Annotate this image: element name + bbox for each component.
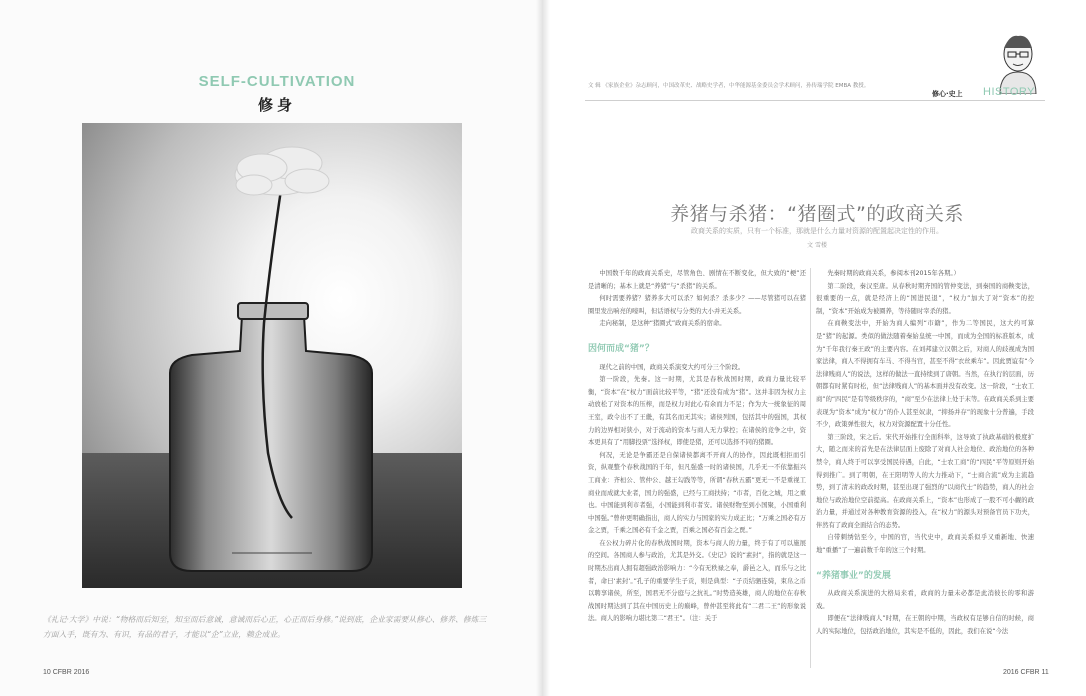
author-portrait-sketch — [990, 28, 1046, 94]
paragraph: 第一阶段，先秦。这一时期，尤其是春秋战国时期，政商力量比较平衡，“资本”在“权力”面前比较平等，“猪”还没有成为“猪”。这并非因为权力主动放松了对资本的压榨，而是权力对此心有余而力不足；作为大一统象征的周王室，政令出不了王畿，有其名而无其实；诸侯列国，包括其中的强国，其权力的边界相对狭小，对于流动的资本与商人无力掌控；在诸侯的竞争之中，资本更具有了“用脚投票”选择权，即使是猪，还可以选择不同的猪圈。 — [588, 376, 806, 447]
author-note: 文 辑 《家族企业》杂志顾问，中国改革史、战略史学者，中华能源基金委员会学术顾问，孙传瑞学院 EMBA 教授。 — [588, 83, 870, 89]
section-title-cn: 修身 — [257, 96, 296, 114]
article-column-1 — [588, 268, 806, 626]
paragraph: 何时需要养猪？猪养多大可以杀？如何杀？杀多少？——尽管猪可以在猪圈里发出响亮的嚎叫，但话语权与分类的大小并无关系。 — [588, 295, 806, 315]
column-tag-cn: 修心·史上 — [932, 90, 963, 98]
paragraph: 先秦时期的政商关系，参阅本刊2015年各期。） — [827, 270, 960, 277]
paragraph: 在公权力碎片化的春秋战国时期，资本与商人的力量，终于有了可以施展的空间。各国商人参与政治，尤其是外交。《史记》说的“素封”，指的就是这一时期杰出商人拥有超强政治影响力：“今有无秩禄之奉，爵邑之入，而乐与之比者，命曰‘素封’。”孔子的重要学生子贡，则是典型：“子贡结驷连骑，束帛之币以聘享诸侯，所至，国君无不分庭与之抗礼。”时势造英雄，商人的地位在春秋战国时期达到了其在中国历史上的巅峰，曾仲甚至将此有“二君二王”的形象说法。商人的影响力堪比第二“君王”。（注：关于 — [588, 539, 806, 623]
flower-bottle-photo — [82, 123, 462, 588]
page-number-right: 2016 CFBR 11 — [1003, 669, 1049, 676]
paragraph: 第二阶段，秦汉至唐。从春秋时期齐国的管仲变法，到秦国的商鞅变法，很重要的一点，就是经济上的“国进民退”，“权力”加大了对“资本”的控制，“资本”开始成为被圈养，等待随时宰杀的猪。 — [816, 282, 1034, 315]
paragraph: 在商鞅变法中，开始为商人编列“市籍”，作为二等国民，这大约可算是“猪”的起源。类似的做法随着秦始皇统一中国，而成为全国的标准版本，成为“千年我行秦王政”的主要内容。在刘邦建立汉朝之后，对商人的歧视成为国家法律，商人不得拥有车马、不得当官，甚至不得“衣丝乘车”。因此贾谊有“今法律贱商人”的说法，这样的做法一直持续到了唐朝。当然，在执行的层面，历朝都有时紧有时松，但“法律贱商人”的基本面并没有改变。这一阶段，“士农工商”的“四民”是有等级秩序的，“商”至少在法律上处于末等。在政商关系到主要表现为“资本”成为“权力”的仆人甚至奴隶，“抑扬并存”的现象十分普遍，手段不少，政策弹性很大，权力对资源配置十分任性。 — [816, 320, 1034, 429]
section-title-en: SELF-CULTIVATION — [198, 73, 356, 90]
page-gutter — [536, 0, 550, 696]
paragraph: 走向秘制，是这种“猪圈式”政商关系的宿命。 — [599, 320, 726, 328]
paragraph: 中国数千年的政商关系史，尽管角色、剧情在不断变化，但大致的“梗”还是清晰的；基本上就是“养猪”与“杀猪”的关系。 — [588, 270, 806, 290]
column-tag-en: HISTORY — [983, 86, 1035, 98]
paragraph: 何况，无论是争霸还是自保诸侯都离不开商人的协作，因此既相拒而引资，纵观整个春秋战国的千年，但凡强盛一时的诸侯国，几乎无一不依靠振兴工商业：齐桓公、管仲公、越王勾践等等，所谓“春秋五霸”更无一不是重视工商业而成就大业者，国力的强盛，已经与工商扶持；“市者，百化之城，用之重也。中国能到利市者强，小国能到利市者安。诸侯财物至到小国聚，小国重利中国强。”曾仲更明确指出，商人的实力与国家的实力成正比；“万乘之国必有万金之贾，千乘之国必有千金之贾，百乘之国必有百金之贾。” — [588, 451, 806, 535]
column-divider — [810, 268, 811, 668]
pull-quote-caption: 《礼记·大学》中说：“物格而后知至，知至而后意诚，意诚而后心正，心正而后身修。”说到底，企业家需要从修心、修养、修炼三方面入手，既有为、有识，有品的君子，才能以“企”立业，赖企成业。 — [43, 615, 487, 639]
section-heading: “养猪事业”的发展 — [816, 570, 891, 581]
article-deck: 政商关系的实质，只有一个标准，那就是什么力量对资源的配置起决定性的作用。 — [691, 227, 943, 235]
paragraph: 现代之前的中国，政商关系演变大约可分三个阶段。 — [599, 363, 745, 371]
section-heading: 因何而成“猪”？ — [588, 343, 654, 354]
paragraph: 即便在“法律贱商人”时期，在王朝的中期，当政权有足够自信的时候，商人的实际地位，包括政治地位，其实是不低的，因此，我们在说“今法 — [816, 615, 1034, 636]
page-number-left: 10 CFBR 2016 — [43, 669, 90, 676]
header-rule — [585, 100, 1045, 101]
paragraph: 第三阶段，宋之后。宋代开始推行全面科举，这导致了执政基础的极度扩大，随之而来的首先是在法律层面上废除了对商人社会地位、政治地位的各种禁令，商人终于可以享受国民待遇，自此，“士农工商”的“四民”平等原则开始得到推广。到了明朝，在王阳明等人的大力推动下，“士商合流”成为主流趋势，到了清末的政改时期，甚至出现了强烈的“以商代士”的趋势，商人的社会地位与政治地位空前提高。在政商关系上，“资本”也形成了一股不可小觑的政治力量，并通过对各种教育资源的投入，在“权力”的源头对预备官员下功夫，伴然有了政商全面结合的态势。 — [816, 433, 1034, 529]
article-byline: 文 雪楼 — [807, 242, 827, 249]
glass-bottle-with-flower-photo — [82, 123, 462, 588]
paragraph: 自带刺绣钻至今，中国的官，当代史中，政商关系似乎又重新地、快速地“重播”了一遍前数千年的这三个时期。 — [816, 534, 1034, 555]
article-headline: 养猪与杀猪：“猪圈式”的政商关系 — [670, 203, 964, 225]
article-column-2 — [816, 268, 1034, 639]
paragraph: 从政商关系演进的大格局来看，政商的力量未必都是此消彼长的零和游戏。 — [816, 590, 1034, 610]
